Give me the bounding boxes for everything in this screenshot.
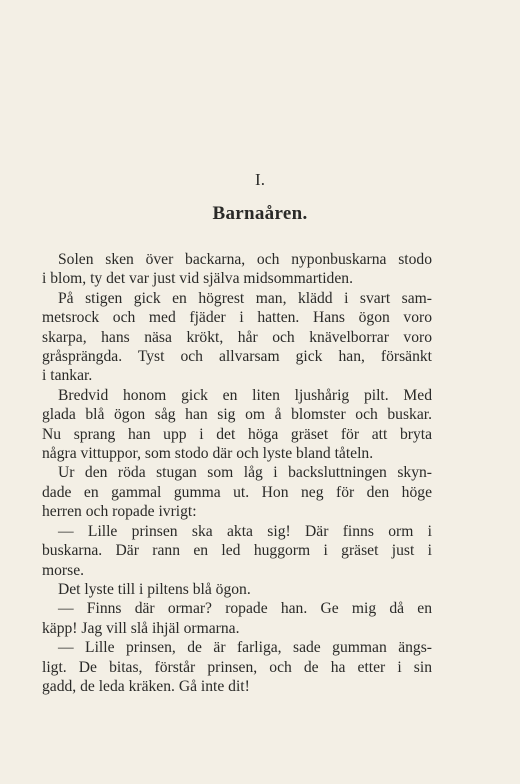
text-line: Solen sken över backarna, och nyponbuskarna stodo <box>58 251 432 268</box>
text-line: På stigen gick en högrest man, klädd i svart sam- <box>58 289 432 307</box>
text-line: gadd, de leda kräken. Gå inte dit! <box>42 677 250 695</box>
chapter-number: I. <box>255 170 265 189</box>
text-line: några vittuppor, som stodo där och lyste bland tåteln. <box>42 445 374 463</box>
text-line: herren och ropade ivrigt: <box>42 503 197 521</box>
text-line: Ur den röda stugan som låg i backsluttningen skyn- <box>58 464 432 482</box>
text-line: gråsprängda. Tyst och allvarsam gick han, försänkt <box>42 348 432 366</box>
body-text <box>42 250 432 696</box>
text-line: — Lille prinsen, de är farliga, sade gumman ängs- <box>58 639 432 657</box>
text-line: ligt. De bitas, förstår prinsen, och de ha etter i sin <box>42 658 432 676</box>
text-line: buskarna. Där rann en led huggorm i gräset just i <box>42 542 432 560</box>
text-line: i blom, ty det var just vid själva midsommartiden. <box>42 270 353 288</box>
text-line: morse. <box>42 561 85 579</box>
text-line: Det lyste till i piltens blå ögon. <box>58 580 251 598</box>
text-line: metsrock och med fjäder i hatten. Hans ögon voro <box>42 309 432 327</box>
text-line: i tankar. <box>42 367 93 385</box>
chapter-title: Barnaåren. <box>212 203 308 224</box>
text-line: skarpa, hans näsa krökt, hår och knävelborrar voro <box>42 328 432 346</box>
text-line: käpp! Jag vill slå ihjäl ormarna. <box>42 619 240 637</box>
text-line: dade en gammal gumma ut. Hon neg för den höge <box>42 483 432 501</box>
text-line: Bredvid honom gick en liten ljushårig pilt. Med <box>58 386 432 404</box>
text-line: — Lille prinsen ska akta sig! Där finns orm i <box>58 522 432 540</box>
text-line: glada blå ögon såg han sig om å blomster och buskar. <box>42 406 432 424</box>
text-line: Nu sprang han upp i det höga gräset för att bryta <box>42 425 432 443</box>
text-line: — Finns där ormar? ropade han. Ge mig då en <box>58 600 432 618</box>
